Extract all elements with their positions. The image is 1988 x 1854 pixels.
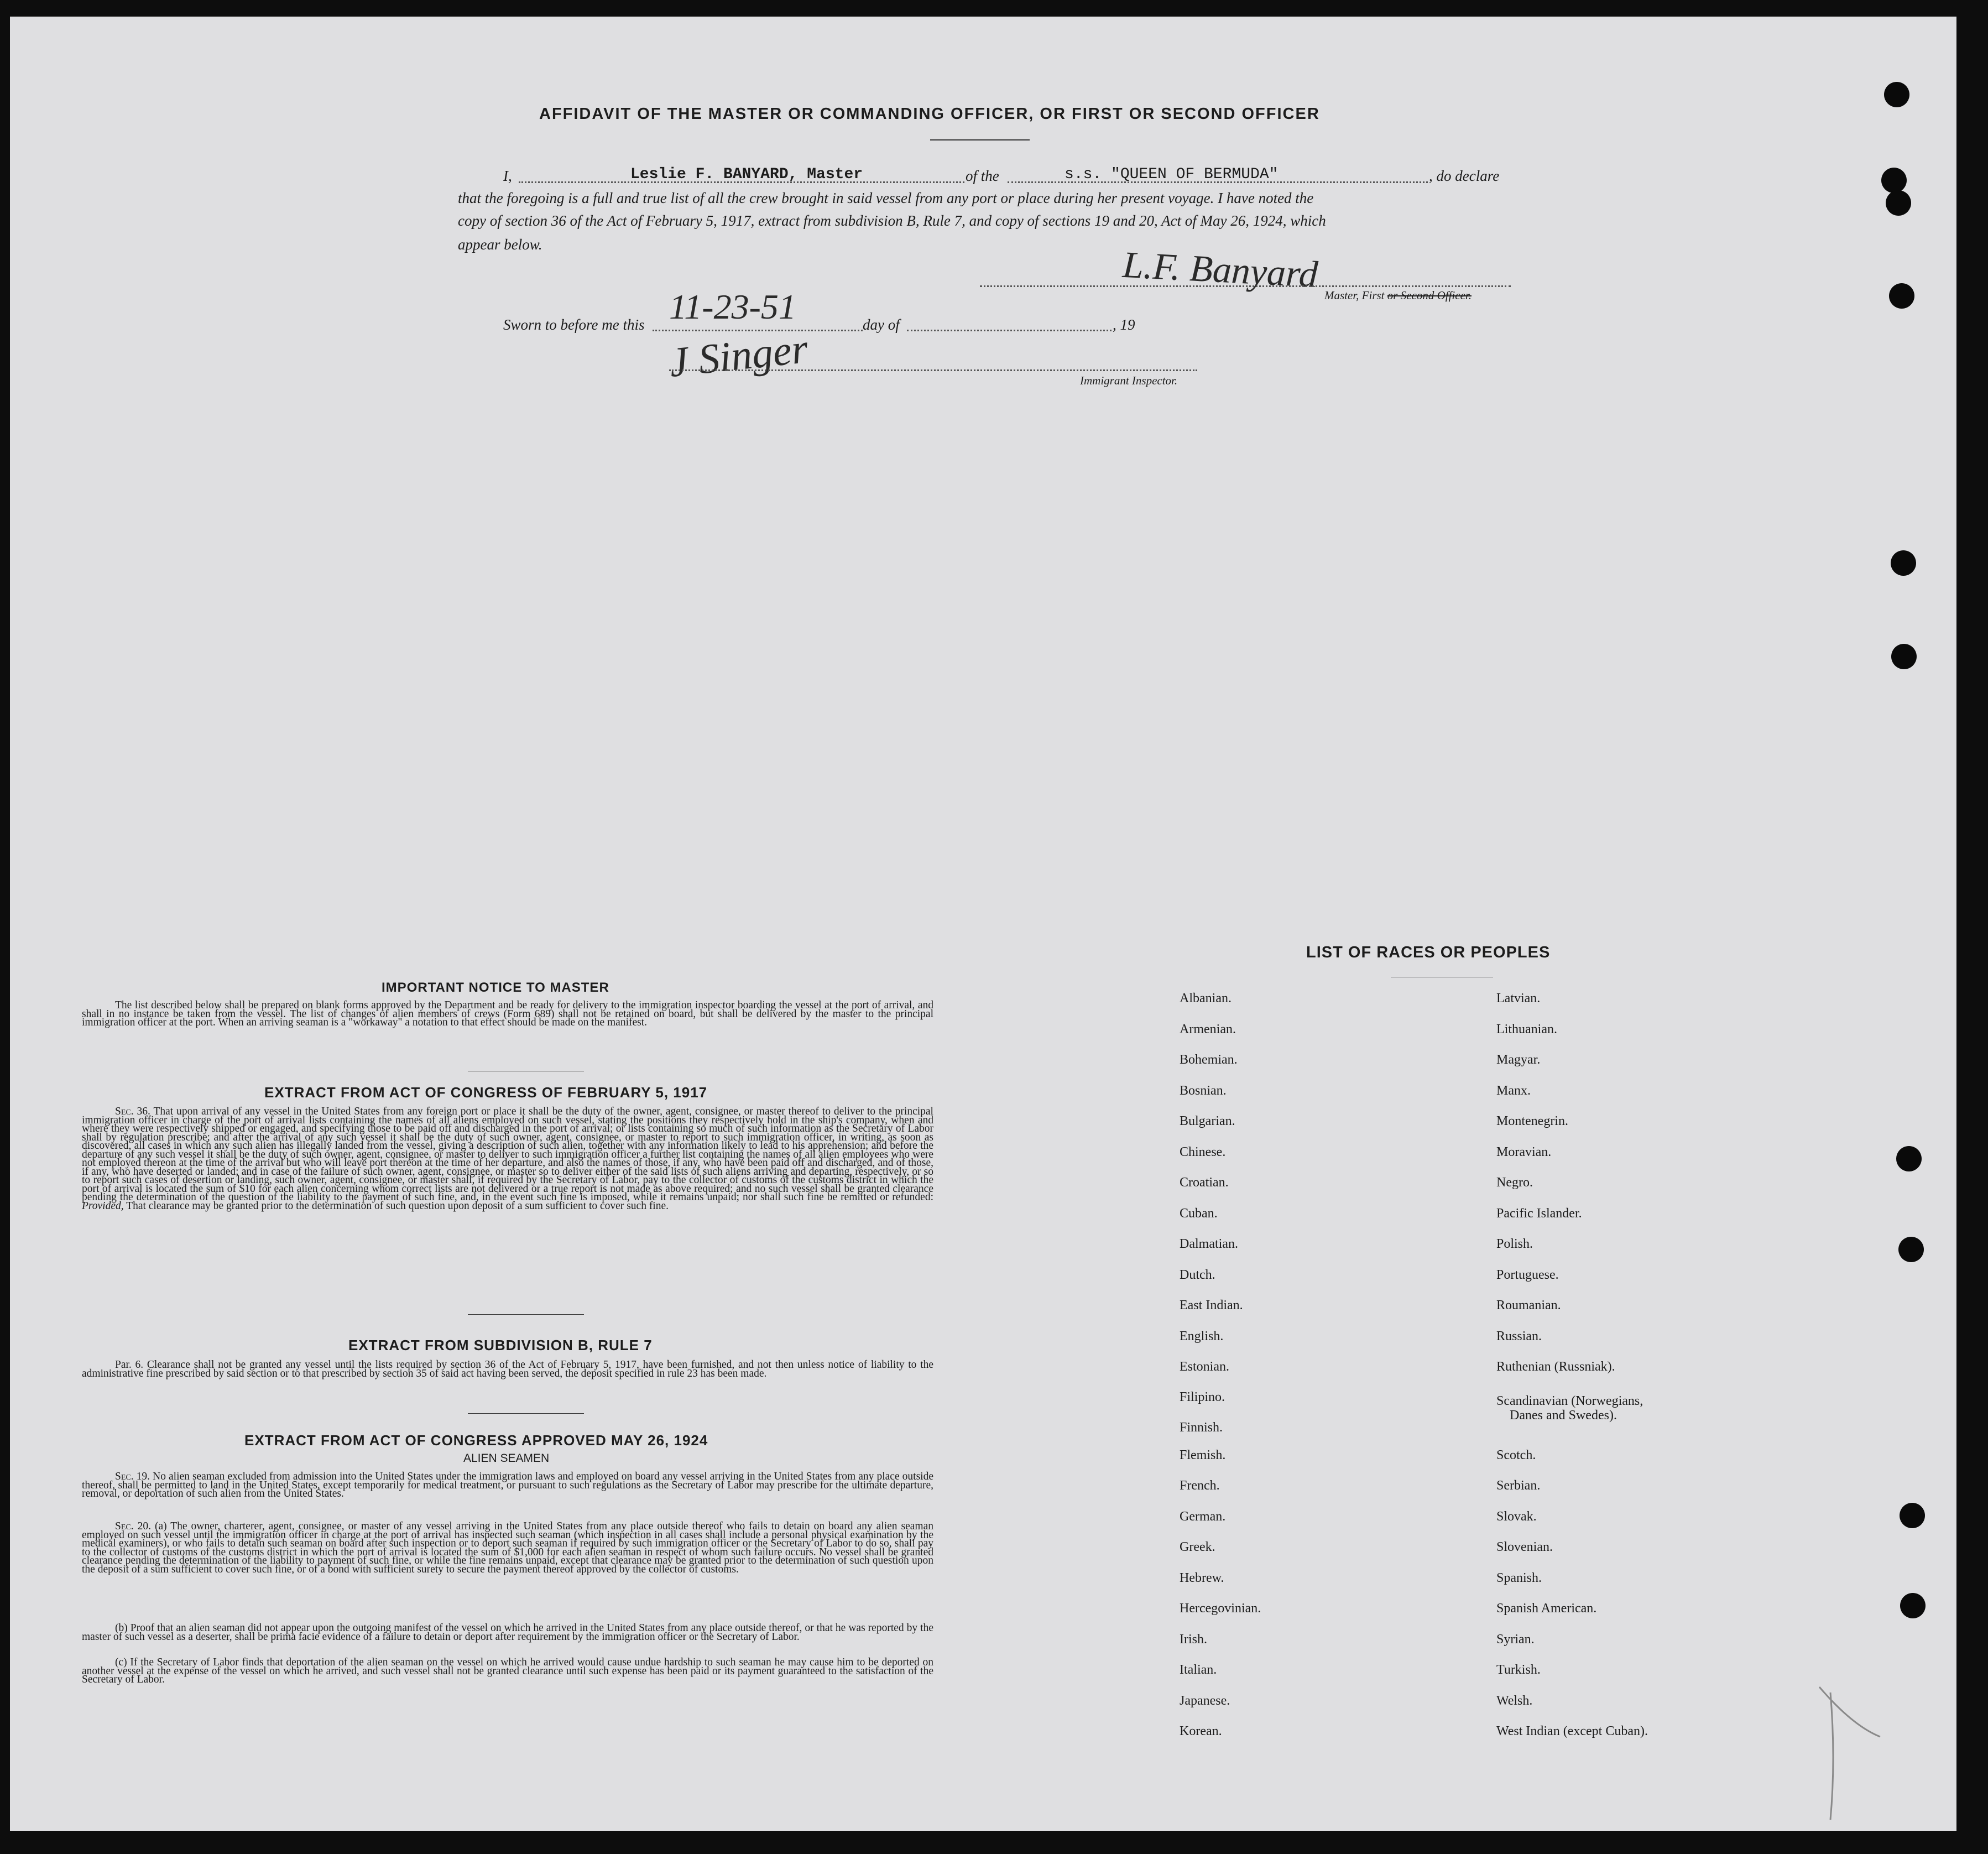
race-item: German. [1180, 1509, 1226, 1524]
race-item: Welsh. [1496, 1693, 1533, 1708]
extract-1924-sec19 [82, 1472, 933, 1498]
extract-rule7-divider [468, 1413, 584, 1414]
race-item: Scandinavian (Norwegians, [1496, 1393, 1643, 1408]
punch-hole [1900, 1503, 1925, 1528]
extract-1917-text [82, 1107, 933, 1210]
inspector-caption: Immigrant Inspector. [1080, 374, 1178, 387]
sworn-date-handwritten: 11-23-51 [669, 287, 796, 326]
race-item: English. [1180, 1329, 1224, 1343]
race-item: East Indian. [1180, 1298, 1243, 1313]
master-name-field: Leslie F. BANYARD, Master [630, 166, 863, 183]
race-item: Dutch. [1180, 1267, 1215, 1282]
sec20b-body: (b) Proof that an alien seaman did not appear upon the outgoing manifest of the vessel on which he arrived in the United States from any place outside thereof, or that he was reported by the master of such vessel as a deserter, shall be prima facie evidence of a failure to detain or deport after requirement by the immigration officer or the Secretary of Labor. [82, 1622, 933, 1643]
race-item: Irish. [1180, 1632, 1207, 1647]
race-item: Turkish. [1496, 1663, 1541, 1677]
master-caption-b: or Second Officer. [1387, 289, 1472, 302]
race-item: Italian. [1180, 1663, 1217, 1677]
year-label: , 19 [1113, 316, 1135, 333]
extract-rule7-title: EXTRACT FROM SUBDIVISION B, RULE 7 [348, 1337, 653, 1353]
master-caption [1324, 289, 1472, 303]
race-item: Slovak. [1496, 1509, 1537, 1524]
affidavit-line-4: appear below. [458, 236, 542, 253]
punch-hole [1884, 82, 1909, 107]
extract-1924-sec20a [82, 1522, 933, 1574]
sec20-label: Sec. 20. [115, 1520, 151, 1532]
race-item: Serbian. [1496, 1478, 1541, 1493]
punch-hole [1891, 550, 1916, 576]
race-item: Manx. [1496, 1083, 1531, 1098]
race-item: West Indian (except Cuban). [1496, 1724, 1648, 1738]
do-declare-label: , do declare [1429, 168, 1500, 184]
race-item: Polish. [1496, 1237, 1533, 1251]
sec20c-body: (c) If the Secretary of Labor finds that deportation of the alien seaman on the vessel on which he arrived would cause undue hardship to such seaman he may cause him to be deported on another vessel at the expense of the vessel on which he arrived, and such vessel shall not be granted clearance until such expense has been paid or its payment guaranteed to the satisfaction of the Secretary of Labor. [82, 1657, 933, 1685]
punch-hole [1891, 644, 1917, 669]
race-item: Spanish. [1496, 1570, 1542, 1585]
race-item: Albanian. [1180, 991, 1232, 1006]
sworn-label: Sworn to before me this [503, 316, 645, 333]
race-item: Portuguese. [1496, 1267, 1559, 1282]
sec19-label: Sec. 19. [115, 1471, 150, 1482]
affidavit-title: AFFIDAVIT OF THE MASTER OR COMMANDING OFFICER, OR FIRST OR SECOND OFFICER [539, 105, 1320, 123]
of-the-label: of the [966, 168, 999, 184]
inspector-signature: J Singer [667, 325, 810, 386]
extract-1917-divider [468, 1314, 584, 1315]
race-item: Bosnian. [1180, 1083, 1227, 1098]
race-item: Croatian. [1180, 1175, 1229, 1190]
extract-rule7-text [82, 1361, 933, 1378]
punch-hole [1886, 190, 1911, 216]
punch-hole [1898, 1237, 1924, 1262]
affidavit-line-2: that the foregoing is a full and true list of all the crew brought in said vessel from any port or place during her present voyage. I have noted the [458, 190, 1314, 206]
race-item: Roumanian. [1496, 1298, 1561, 1313]
race-item: Hercegovinian. [1180, 1601, 1261, 1616]
race-item: Finnish. [1180, 1420, 1223, 1435]
race-item: Slovenian. [1496, 1540, 1553, 1554]
master-caption-a: Master, First [1324, 289, 1385, 302]
notice-body: The list described below shall be prepared on blank forms approved by the Department and be ready for delivery to the immigration inspector boarding the vessel at the port of arrival, and shall in no instance be taken from the vessel. The list of changes of alien members of crews (Form 689) shall not be retained on board, but shall be delivered by the master to the principal immigration officer at the port. When an arriving seaman is a "workaway" a notation to that effect should be made on the manifest. [82, 999, 933, 1028]
race-item: Latvian. [1496, 991, 1541, 1006]
race-item: Scotch. [1496, 1447, 1536, 1462]
race-item: Moravian. [1496, 1144, 1552, 1159]
race-item: Armenian. [1180, 1022, 1236, 1037]
race-item: Bohemian. [1180, 1053, 1238, 1067]
punch-hole [1900, 1593, 1926, 1618]
sec20a-body: (a) The owner, charterer, agent, consignee, or master of any vessel arriving in the United States from any place outside thereof who fails to detain on board any alien seaman employed on such vessel until the immigration officer in charge at the port of arrival has inspected such seaman (which inspection in all cases shall include a personal physical examination by the medical examiners), or who fails to detain such seaman on board after such inspection or to deport such seaman if required by such immigration officer or the Secretary of Labor to do so, shall pay to the collector of customs of the customs district in which the port of arrival is located the sum of $1,000 for each alien seaman in respect of whom such failure occurs. No vessel shall be granted clearance pending the determination of the liability to payment of such fine, or while the fine remains unpaid, except that clearance may be granted prior to the determination of such question upon the deposit of a sum sufficient to cover such fine, or of a bond with sufficient surety to secure the payment thereof approved by the collector of customs. [82, 1520, 933, 1575]
race-item: Negro. [1496, 1175, 1533, 1190]
race-item: Danes and Swedes). [1510, 1408, 1617, 1423]
races-column-2 [1496, 991, 1648, 1755]
extract-rule7-body: Par. 6. Clearance shall not be granted any vessel until the lists required by section 36 of the Act of February 5, 1917, have been furnished, and not then unless notice of liability to the administrative fine prescribed by said section or to that prescribed by section 35 of said act having been served, the deposit specified in rule 23 has been made. [82, 1359, 933, 1379]
inspector-signature-line [669, 369, 1197, 371]
extract-1924-title: EXTRACT FROM ACT OF CONGRESS APPROVED MAY 26, 1924 [244, 1432, 708, 1449]
race-item: Filipino. [1180, 1389, 1225, 1404]
race-item: Ruthenian (Russniak). [1496, 1359, 1615, 1374]
race-item: French. [1180, 1478, 1220, 1493]
race-item: Russian. [1496, 1329, 1542, 1343]
sec19-body: No alien seaman excluded from admission into the United States under the immigration laws and employed on board any vessel arriving in the United States from any place outside thereof, shall be permitted to land in the United States, except temporarily for medical treatment, or pursuant to such regulations as the Secretary of Labor may prescribe for the ultimate departure, removal, or deportation of such alien from the United States. [82, 1471, 934, 1499]
race-item: Cuban. [1180, 1206, 1218, 1221]
race-item: Dalmatian. [1180, 1237, 1238, 1251]
extract-1924-subtitle: ALIEN SEAMEN [463, 1452, 550, 1465]
race-item: Spanish American. [1496, 1601, 1597, 1616]
vessel-name-field: s.s. "QUEEN OF BERMUDA" [1065, 166, 1279, 183]
affidavit-line-3: copy of section 36 of the Act of February 5, 1917, extract from subdivision B, Rule 7, and copy of sections 19 and 20, Act of May 26, 1924, which [458, 212, 1326, 229]
extract-1917-sec: Sec. 36. [115, 1106, 150, 1117]
race-item: Hebrew. [1180, 1570, 1224, 1585]
race-item: Estonian. [1180, 1359, 1229, 1374]
day-of-label: day of [863, 316, 900, 333]
race-item: Pacific Islander. [1496, 1206, 1582, 1221]
race-item: Japanese. [1180, 1693, 1230, 1708]
day-of-line [907, 330, 1112, 331]
notice-title: IMPORTANT NOTICE TO MASTER [382, 980, 609, 995]
title-underline [930, 139, 1030, 140]
race-item: Korean. [1180, 1724, 1222, 1738]
extract-1924-sec20c [82, 1658, 933, 1684]
race-item: Flemish. [1180, 1447, 1226, 1462]
race-item: Greek. [1180, 1540, 1215, 1554]
race-item: Lithuanian. [1496, 1022, 1557, 1037]
notice-text [82, 1001, 933, 1027]
extract-1917-body-end: That clearance may be granted prior to the determination of such question upon deposit of a sum sufficient to cover such fine. [126, 1200, 669, 1212]
punch-hole [1889, 283, 1914, 309]
extract-1917-body: That upon arrival of any vessel in the United States from any foreign port or place it shall be the duty of the owner, agent, consignee, or master thereof to deliver to the principal immigration officer in charge of the port of arrival lists containing the names of all aliens employed on such vessel, stating the positions they respectively hold in the ship's company, when and where they were respectively shipped or engaged, and specifying those to be paid off and discharged in the port of arrival; or lists containing so much of such information as the Secretary of Labor shall by regulation prescribe; and after the arrival of any such vessel it shall be the duty of such owner, agent, consignee, or master to report to such immigration officer, in writing, as soon as discovered, all cases in which any such alien has illegally landed from the vessel, giving a description of such alien, together with any information likely to lead to his apprehension; and before the departure of any such vessel it shall be the duty of such owner, agent, consignee, or master to deliver to such immigration officer a further list containing the names of all alien employees who were not employed thereon at the time of the arrival but who will leave port thereon at the time of her departure, and also the names of those, if any, who have been paid off and discharged, and of those, if any, who have deserted or landed; and in case of the failure of such owner, agent, consignee, or master so to deliver either of the said lists of such aliens arriving and departing, respectively, or so to report such cases of desertion or landing, such owner, agent, consignee, or master shall, if required by the Secretary of Labor, pay to the collector of customs of the customs district in which the port of arrival is located the sum of $10 for each alien concerning whom correct lists are not delivered or a true report is not made as above required; and no such vessel shall be granted clearance pending the determination of the question of the liability to the payment of such fine, and, in the event such fine is imposed, while it remains unpaid; nor shall such fine be remitted or refunded: [82, 1106, 933, 1203]
pencil-mark [1808, 1676, 1886, 1825]
race-item: Magyar. [1496, 1053, 1541, 1067]
punch-hole [1881, 168, 1907, 193]
races-title: LIST OF RACES OR PEOPLES [1306, 944, 1551, 961]
race-item: Bulgarian. [1180, 1114, 1235, 1128]
race-item: Syrian. [1496, 1632, 1535, 1647]
race-item: Chinese. [1180, 1144, 1226, 1159]
race-item: Montenegrin. [1496, 1114, 1568, 1128]
extract-1924-sec20b [82, 1624, 933, 1641]
master-signature-line [980, 285, 1511, 287]
master-signature: L.F. Banyard [1121, 243, 1319, 296]
extract-1917-title: EXTRACT FROM ACT OF CONGRESS OF FEBRUARY 5, 1917 [264, 1084, 708, 1101]
races-column-1 [1180, 991, 1261, 1755]
extract-1917-provided: Provided, [82, 1200, 124, 1212]
affidavit-i-label: I, [503, 168, 512, 184]
punch-hole [1896, 1146, 1922, 1171]
